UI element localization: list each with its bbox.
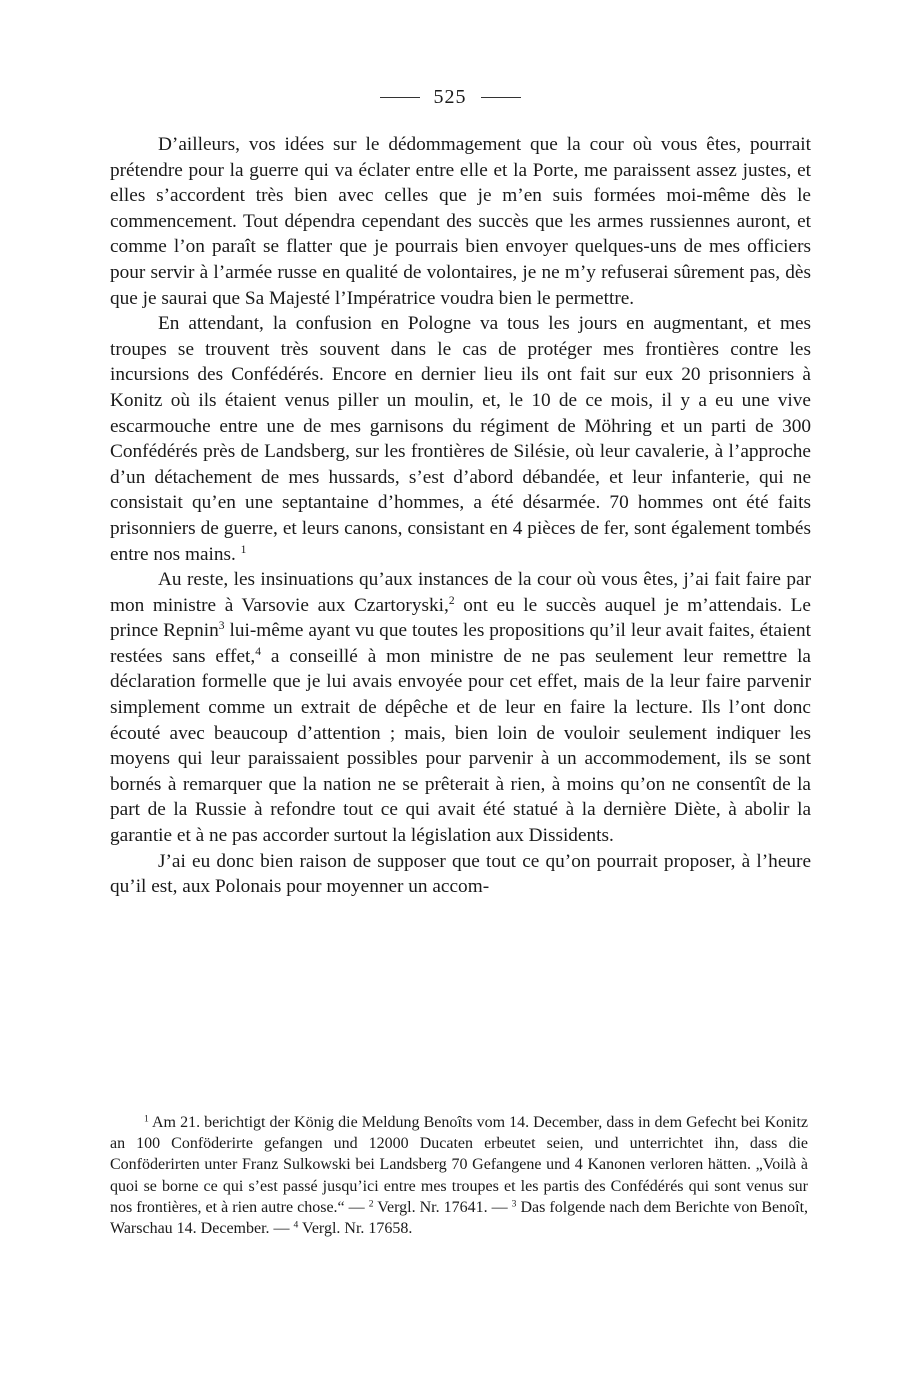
footnotes xyxy=(110,1112,808,1239)
footnotes-paragraph xyxy=(110,1112,808,1239)
paragraph-1: D’ailleurs, vos idées sur le dédommagement que la cour où vous êtes, pourrait prétendre pour la guerre qui va éclater entre elle et la Porte, me paraissent assez justes, et elles s’accordent très bien avec celles que je m’en suis formées moi-même dès le commencement. Tout dépendra cependant des succès que les armes russiennes auront, et comme l’on paraît se flatter que je pourrais bien envoyer quelques-uns de mes officiers pour servir à l’armée russe en qualité de volontaires, je ne m’y refuserai sûrement pas, dès que je saurai que Sa Majesté l’Impératrice voudra bien le permettre. xyxy=(110,134,811,309)
paragraph-2 xyxy=(110,311,811,567)
footnote-3: Das folgende nach dem Berichte von Benoît, Warschau 14. December. — xyxy=(110,1198,809,1238)
header-rule-right xyxy=(481,97,521,98)
footnote-ref-4: 4 xyxy=(255,644,261,658)
main-text xyxy=(110,132,811,900)
footnote-4: Vergl. Nr. 17658. xyxy=(302,1220,413,1238)
paragraph-3 xyxy=(110,567,811,849)
header-rule-left xyxy=(380,97,420,98)
page-number: 525 xyxy=(433,86,467,108)
footnote-1: Am 21. berichtigt der König die Meldung Benoîts vom 14. December, dass in dem Gefecht bei Konitz an 100 Conföderirte gefangen und 12000 Ducaten erbeutet seien, und unterrichtet ihn, dass die Conföderirten unter Franz Sulkowski bei Landsberg 70 Gefangene und 4 Kanonen verloren hätten. „Voilà à quoi se borne ce qui s’est passé jusqu’ici entre mes troupes et les partis des Confédérés qui sont venus sur nos frontières, et à rien autre chose.“ — xyxy=(110,1114,809,1216)
paragraph-3-part-1: Au reste, les insinuations qu’aux instances de la cour où vous êtes, j’ai fait faire par mon ministre à Varsovie aux Czartoryski, xyxy=(110,569,811,616)
footnote-mark-3: 3 xyxy=(511,1198,517,1210)
paragraph-3-part-3: lui-même ayant vu que toutes les propositions qu’il leur avait faites, étaient restées sans effet, xyxy=(110,620,811,667)
footnote-ref-1: 1 xyxy=(240,542,247,556)
footnote-ref-2: 2 xyxy=(448,593,455,607)
footnote-mark-4: 4 xyxy=(293,1219,299,1231)
paragraph-3-part-2: ont eu le succès auquel je m’attendais. Le prince Repnin xyxy=(110,594,811,642)
footnote-2: Vergl. Nr. 17641. — xyxy=(377,1198,508,1216)
page-header xyxy=(0,86,900,109)
paragraph-4: J’ai eu donc bien raison de supposer que tout ce qu’on pourrait proposer, à l’heure qu’il est, aux Polonais pour moyenner un accom- xyxy=(110,850,811,898)
footnote-mark-1: 1 xyxy=(144,1113,149,1125)
paragraph-3-part-4: a conseillé à mon ministre de ne pas seulement leur remettre la déclaration formelle que je lui avais envoyée pour cet effet, mais de la leur faire parvenir simplement comme un extrait de dépêche et de leur en faire la lecture. Ils l’ont donc écouté avec beaucoup d’attention ; mais, bien loin de vouloir seulement indiquer les moyens qui leur paraissaient possibles pour parvenir à un accommodement, ils se sont bornés à remarquer que la nation ne se prêterait à rien, à moins qu’on ne consentît de la part de la Russie à refondre tout ce qui avait été statué à la dernière Diète, à abolir la garantie et à ne pas accorder surtout la législation aux Dissidents. xyxy=(110,645,811,847)
footnote-mark-2: 2 xyxy=(368,1198,374,1210)
paragraph-2-text: En attendant, la confusion en Pologne va tous les jours en augmentant, et mes troupes se trouvent très souvent dans le cas de protéger mes frontières contre les incursions des Confédérés. Encore en dernier lieu ils ont fait sur eux 20 prisonniers à Konitz où ils étaient venus piller un moulin, et, le 10 de ce mois, il y a eu une vive escarmouche entre une de mes garnisons du régiment de Möhring et un parti de 300 Confédérés près de Landsberg, sur les frontières de Silésie, où leur cavalerie, à l’approche d’un détachement de mes hussards, s’est d’abord débandée, et leur infanterie, qui ne consistait qu’en une septantaine d’hommes, a été désarmée. 70 hommes ont été faits prisonniers de guerre, et leurs canons, consistant en 4 pièces de fer, sont également tombés entre nos mains. xyxy=(110,313,811,565)
footnote-ref-3: 3 xyxy=(218,619,225,633)
